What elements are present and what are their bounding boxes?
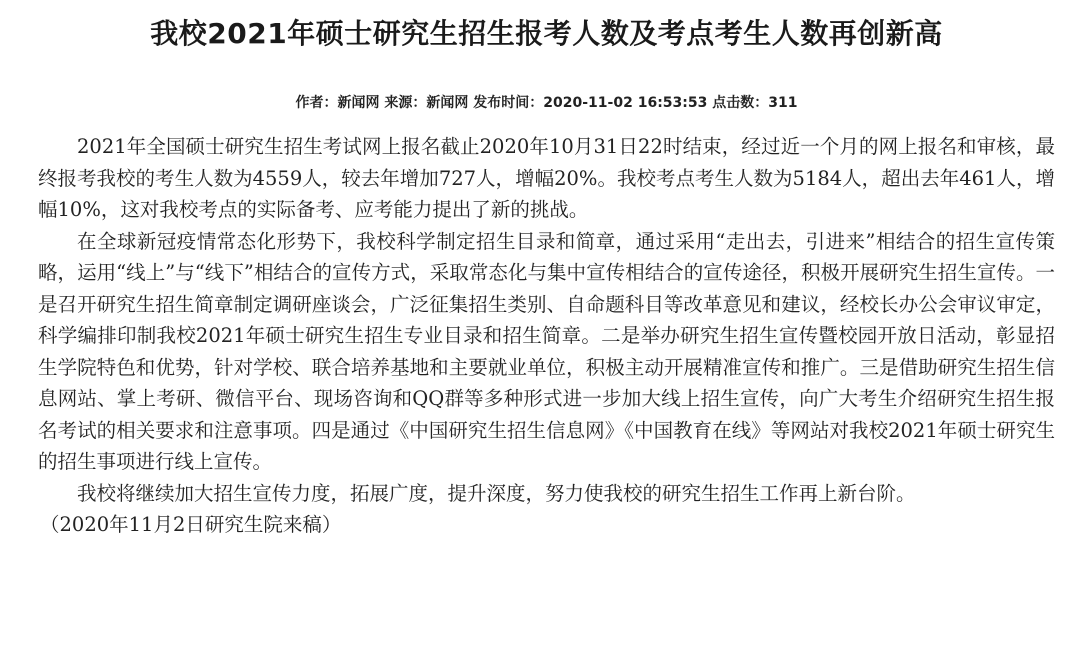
source-note: （2020年11月2日研究生院来稿）	[40, 513, 342, 536]
article-title: 我校2021年硕士研究生招生报考人数及考点考生人数再创新高	[150, 17, 943, 50]
clicks-label: 点击数：	[712, 95, 769, 111]
paragraph-1: 2021年全国硕士研究生招生考试网上报名截止2020年10月31日22时结束，经过近一个月的网上报名和审核，最终报考我校的考生人数为4559人，较去年增加727人，增幅20%。我校考点考生人数为5184人，超出去年461人，增幅10%，这对我校考点的实际备考、应考能力提出了新的挑战。	[38, 135, 1055, 221]
clicks-value: 311	[768, 95, 798, 111]
source-value: 新闻网	[426, 95, 469, 111]
published-label: 发布时间：	[473, 95, 544, 111]
source-label: 来源：	[384, 95, 427, 111]
article-meta	[38, 93, 1055, 113]
published-value: 2020-11-02 16:53:53	[543, 95, 708, 111]
author-value: 新闻网	[337, 95, 380, 111]
article-body	[38, 131, 1055, 541]
author-label: 作者：	[295, 95, 338, 111]
paragraph-3: 我校将继续加大招生宣传力度，拓展广度，提升深度，努力使我校的研究生招生工作再上新台阶。	[77, 481, 916, 505]
paragraph-2: 在全球新冠疫情常态化形势下，我校科学制定招生目录和简章，通过采用“走出去，引进来”相结合的招生宣传策略，运用“线上”与“线下”相结合的宣传方式，采取常态化与集中宣传相结合的宣传途径，积极开展研究生招生宣传。一是召开研究生招生简章制定调研座谈会，广泛征集招生类别、自命题科目等改革意见和建议，经校长办公会审议审定，科学编排印制我校2021年硕士研究生招生专业目录和招生简章。二是举办研究生招生宣传暨校园开放日活动，彰显招生学院特色和优势，针对学校、联合培养基地和主要就业单位，积极主动开展精准宣传和推广。三是借助研究生招生信息网站、掌上考研、微信平台、现场咨询和QQ群等多种形式进一步加大线上招生宣传，向广大考生介绍研究生招生报名考试的相关要求和注意事项。四是通过《中国研究生招生信息网》《中国教育在线》等网站对我校2021年硕士研究生的招生事项进行线上宣传。	[38, 229, 1055, 473]
